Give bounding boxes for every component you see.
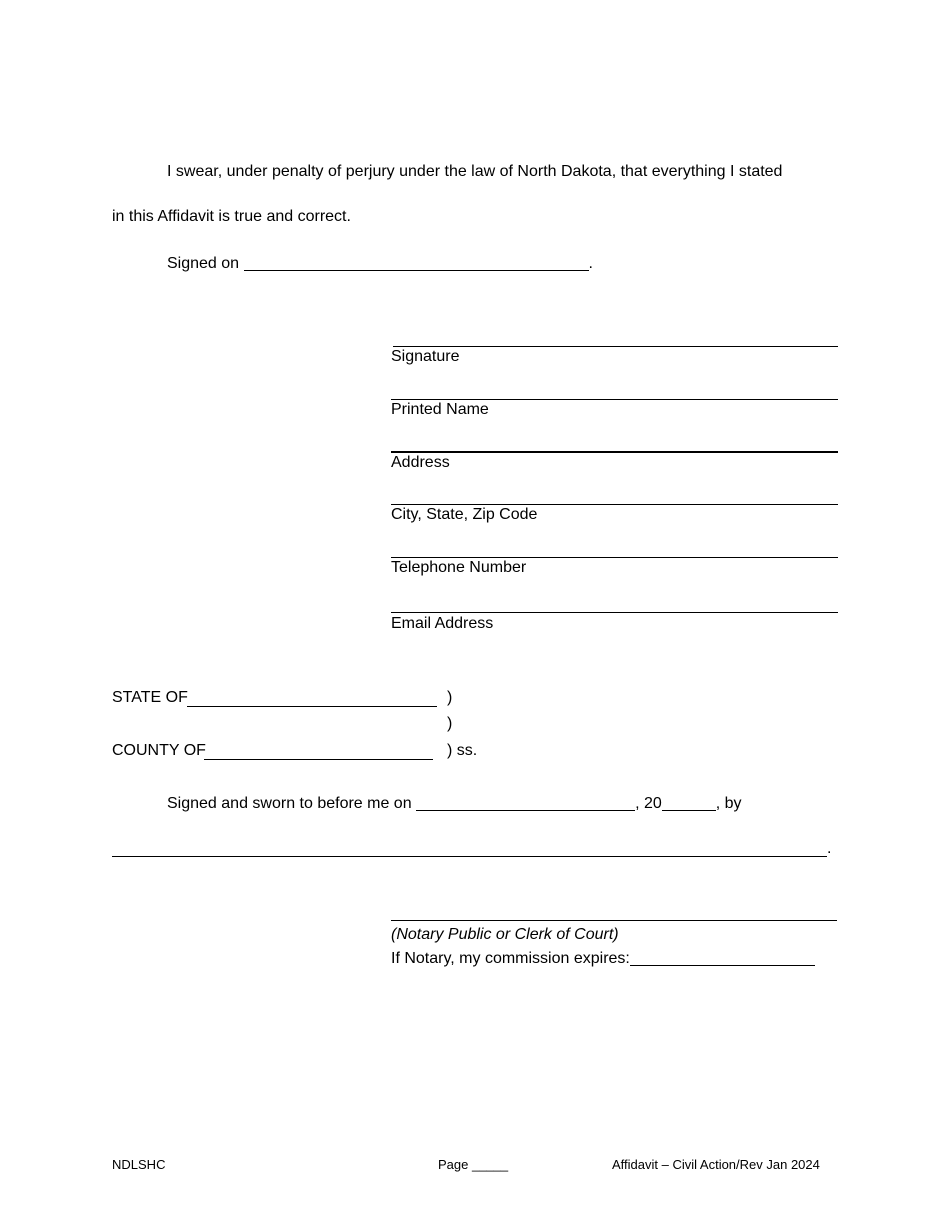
venue-paren-ss: ) ss. [447, 742, 478, 759]
affiant-line-period: . [827, 840, 832, 857]
commission-expires-field[interactable] [630, 949, 815, 966]
jurat-suffix: , by [715, 795, 742, 812]
telephone-label: Telephone Number [391, 559, 527, 576]
jurat-row [167, 794, 742, 813]
address-field[interactable] [391, 451, 838, 453]
state-of-label: STATE OF [112, 689, 188, 706]
signed-on-row [167, 254, 593, 273]
email-label: Email Address [391, 615, 494, 632]
signed-on-label: Signed on [167, 255, 240, 272]
printed-name-field[interactable] [391, 399, 838, 400]
signed-on-date-field[interactable] [244, 254, 589, 271]
commission-row [391, 949, 815, 968]
jurat-date-field[interactable] [416, 794, 635, 811]
jurat-prefix: Signed and sworn to before me on [167, 795, 412, 812]
oath-line-1: I swear, under penalty of perjury under the law of North Dakota, that everything I stated [167, 163, 783, 180]
signed-on-period: . [588, 255, 593, 272]
email-field[interactable] [391, 612, 838, 613]
notary-title: (Notary Public or Clerk of Court) [391, 926, 619, 943]
city-state-zip-label: City, State, Zip Code [391, 506, 538, 523]
jurat-year-prefix: , 20 [635, 795, 662, 812]
county-of-field[interactable] [204, 759, 433, 760]
venue-paren-2: ) [447, 715, 453, 732]
telephone-field[interactable] [391, 557, 838, 558]
county-of-label: COUNTY OF [112, 742, 206, 759]
printed-name-label: Printed Name [391, 401, 489, 418]
footer-left: NDLSHC [112, 1157, 166, 1172]
address-label: Address [391, 454, 450, 471]
oath-line-2: in this Affidavit is true and correct. [112, 208, 351, 225]
signature-field[interactable] [393, 346, 838, 347]
state-of-field[interactable] [187, 706, 437, 707]
footer-right: Affidavit – Civil Action/Rev Jan 2024 [612, 1157, 820, 1172]
footer-page: Page _____ [438, 1157, 509, 1172]
jurat-year-field[interactable] [662, 794, 716, 811]
city-state-zip-field[interactable] [391, 504, 838, 505]
venue-paren-1: ) [447, 689, 453, 706]
affiant-name-field[interactable] [112, 856, 827, 857]
commission-label: If Notary, my commission expires: [391, 950, 630, 967]
notary-signature-field[interactable] [391, 920, 837, 921]
signature-label: Signature [391, 348, 460, 365]
